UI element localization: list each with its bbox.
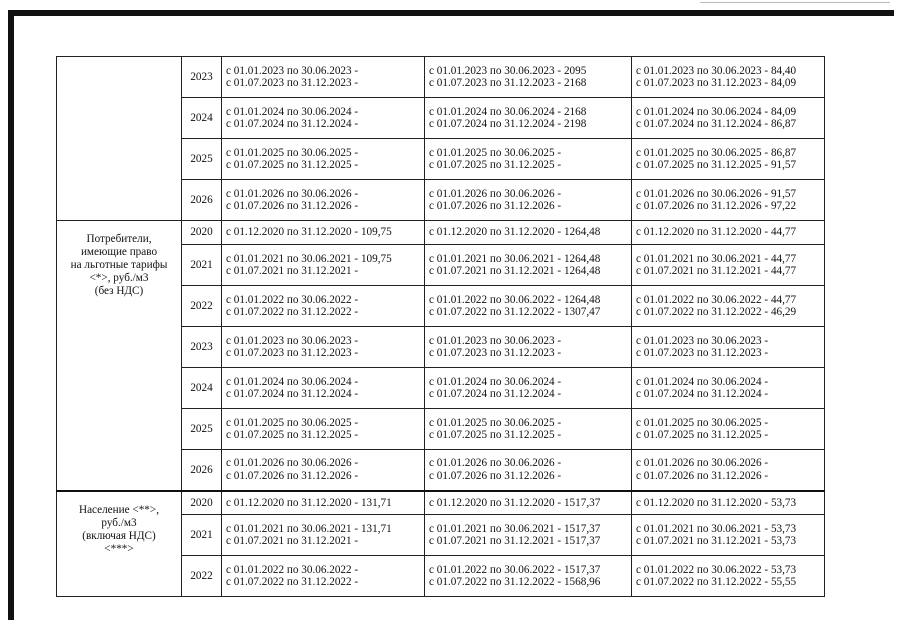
year-cell: 2024 [182, 98, 222, 139]
tariff-period-text: с 01.12.2020 по 31.12.2020 - 44,77 [636, 226, 797, 239]
tariff-period-text: с 01.07.2025 по 31.12.2025 - [429, 159, 562, 171]
tariff-value-cell-col3 [632, 180, 825, 221]
tariff-period-text: с 01.01.2023 по 30.06.2023 - [226, 64, 359, 77]
tariff-period-text: с 01.07.2021 по 31.12.2021 - [226, 535, 359, 547]
tariff-period-text: с 01.01.2022 по 30.06.2022 - [226, 563, 359, 576]
tariff-value-cell-col3 [632, 450, 825, 491]
tariff-value-cell-col3 [632, 515, 825, 556]
tariff-period-text: с 01.07.2025 по 31.12.2025 - [636, 429, 769, 441]
consumer-category-cell [57, 221, 182, 491]
tariff-value-cell-col2 [425, 368, 632, 409]
tariff-period-text: с 01.01.2023 по 30.06.2023 - [636, 334, 769, 347]
category-text: на льготные тарифы [70, 259, 168, 271]
year-cell: 2025 [182, 139, 222, 180]
tariff-value-cell-col3 [632, 139, 825, 180]
table-row [57, 221, 825, 245]
category-text: руб./м3 [101, 516, 137, 529]
tariff-value-cell-col3 [632, 556, 825, 597]
category-text: (без НДС) [94, 285, 144, 297]
tariff-period-text: с 01.07.2023 по 31.12.2023 - 84,09 [636, 77, 797, 89]
tariff-period-text: с 01.01.2024 по 30.06.2024 - [636, 375, 769, 388]
tariff-value-cell-col2 [425, 556, 632, 597]
tariff-period-text: с 01.07.2024 по 31.12.2024 - [636, 388, 769, 400]
tariff-period-text: с 01.07.2024 по 31.12.2024 - [226, 388, 359, 400]
tariff-period-text: с 01.07.2023 по 31.12.2023 - [636, 347, 769, 359]
tariff-value-cell-col2 [425, 98, 632, 139]
tariff-period-text: с 01.12.2020 по 31.12.2020 - 53,73 [636, 496, 797, 509]
tariff-value-cell-col1 [222, 491, 425, 515]
tariff-period-text: с 01.07.2024 по 31.12.2024 - [226, 118, 359, 130]
tariff-period-text: с 01.07.2023 по 31.12.2023 - [226, 347, 359, 359]
tariff-value-cell-col2 [425, 57, 632, 98]
tariff-period-text: с 01.01.2026 по 30.06.2026 - 91,57 [636, 187, 797, 200]
tariff-value-cell-col1 [222, 556, 425, 597]
category-text: <***> [104, 542, 134, 555]
tariff-period-text: с 01.12.2020 по 31.12.2020 - 131,71 [226, 496, 392, 509]
tariff-period-text: с 01.07.2026 по 31.12.2026 - [429, 469, 562, 482]
tariff-value-cell-col1 [222, 327, 425, 368]
tariff-value-cell-col1 [222, 57, 425, 98]
tariff-period-text: с 01.07.2022 по 31.12.2022 - [226, 306, 359, 318]
tariff-period-text: с 01.01.2023 по 30.06.2023 - 84,40 [636, 64, 797, 77]
tariff-period-text: с 01.01.2023 по 30.06.2023 - [226, 334, 359, 347]
tariff-period-text: с 01.07.2024 по 31.12.2024 - 2198 [429, 118, 587, 130]
tariff-period-text: с 01.01.2026 по 30.06.2026 - [226, 187, 359, 200]
tariff-period-text: с 01.12.2020 по 31.12.2020 - 1264,48 [429, 226, 601, 239]
year-cell: 2023 [182, 57, 222, 98]
tariff-period-text: с 01.01.2026 по 30.06.2026 - [226, 457, 359, 470]
year-cell: 2021 [182, 515, 222, 556]
tariff-period-text: с 01.07.2023 по 31.12.2023 - 2168 [429, 77, 587, 89]
tariff-value-cell-col2 [425, 327, 632, 368]
tariff-period-text: с 01.07.2021 по 31.12.2021 - [226, 265, 359, 277]
tariff-period-text: с 01.07.2021 по 31.12.2021 - 1517,37 [429, 535, 601, 547]
tariff-period-text: с 01.07.2021 по 31.12.2021 - 44,77 [636, 265, 797, 277]
scan-top-border [8, 10, 894, 16]
tariff-period-text: с 01.01.2022 по 30.06.2022 - [226, 293, 359, 306]
table-row [57, 491, 825, 515]
year-cell: 2023 [182, 327, 222, 368]
tariff-period-text: с 01.12.2020 по 31.12.2020 - 109,75 [226, 226, 392, 239]
tariff-value-cell-col2 [425, 409, 632, 450]
tariff-period-text: с 01.07.2025 по 31.12.2025 - [226, 159, 359, 171]
tariff-period-text: с 01.01.2021 по 30.06.2021 - 131,71 [226, 522, 392, 535]
year-cell: 2020 [182, 221, 222, 245]
tariff-period-text: с 01.01.2026 по 30.06.2026 - [429, 457, 562, 470]
tariff-value-cell-col2 [425, 286, 632, 327]
tariff-period-text: с 01.01.2025 по 30.06.2025 - [226, 146, 359, 159]
table-row [57, 57, 825, 98]
category-text: Население <**>, [78, 503, 159, 516]
tariff-table [56, 56, 825, 597]
tariff-period-text: с 01.07.2023 по 31.12.2023 - [226, 77, 359, 89]
tariff-period-text: с 01.01.2022 по 30.06.2022 - 1517,37 [429, 563, 601, 576]
tariff-value-cell-col3 [632, 221, 825, 245]
tariff-period-text: с 01.01.2021 по 30.06.2021 - 44,77 [636, 252, 797, 265]
tariff-value-cell-col1 [222, 221, 425, 245]
tariff-value-cell-col3 [632, 491, 825, 515]
year-cell: 2026 [182, 450, 222, 491]
tariff-period-text: с 01.07.2024 по 31.12.2024 - [429, 388, 562, 400]
tariff-value-cell-col3 [632, 286, 825, 327]
consumer-category-cell [57, 491, 182, 597]
tariff-value-cell-col3 [632, 245, 825, 286]
tariff-period-text: с 01.07.2024 по 31.12.2024 - 86,87 [636, 118, 797, 130]
tariff-period-text: с 01.07.2022 по 31.12.2022 - [226, 576, 359, 588]
tariff-value-cell-col1 [222, 286, 425, 327]
tariff-period-text: с 01.07.2026 по 31.12.2026 - 97,22 [636, 200, 797, 212]
tariff-period-text: с 01.01.2023 по 30.06.2023 - 2095 [429, 64, 587, 77]
tariff-period-text: с 01.01.2026 по 30.06.2026 - [429, 187, 562, 200]
tariff-period-text: с 01.07.2022 по 31.12.2022 - 55,55 [636, 576, 797, 588]
tariff-period-text: с 01.01.2022 по 30.06.2022 - 44,77 [636, 293, 797, 306]
tariff-period-text: с 01.07.2026 по 31.12.2026 - [429, 200, 562, 212]
tariff-period-text: с 01.01.2024 по 30.06.2024 - [226, 375, 359, 388]
year-cell: 2026 [182, 180, 222, 221]
tariff-value-cell-col2 [425, 450, 632, 491]
tariff-value-cell-col2 [425, 180, 632, 221]
tariff-period-text: с 01.01.2025 по 30.06.2025 - [429, 146, 562, 159]
year-cell: 2021 [182, 245, 222, 286]
tariff-period-text: с 01.01.2024 по 30.06.2024 - [226, 105, 359, 118]
tariff-value-cell-col1 [222, 515, 425, 556]
year-cell: 2020 [182, 491, 222, 515]
tariff-period-text: с 01.12.2020 по 31.12.2020 - 1517,37 [429, 496, 601, 509]
scan-artifact-line [700, 2, 890, 3]
tariff-value-cell-col1 [222, 139, 425, 180]
tariff-period-text: с 01.01.2025 по 30.06.2025 - [636, 416, 769, 429]
tariff-period-text: с 01.07.2025 по 31.12.2025 - [226, 429, 359, 441]
year-cell: 2022 [182, 286, 222, 327]
tariff-period-text: с 01.01.2021 по 30.06.2021 - 1517,37 [429, 522, 601, 535]
tariff-value-cell-col2 [425, 515, 632, 556]
tariff-table-body [57, 57, 825, 597]
tariff-period-text: с 01.07.2022 по 31.12.2022 - 1568,96 [429, 576, 601, 588]
tariff-period-text: с 01.01.2021 по 30.06.2021 - 1264,48 [429, 252, 601, 265]
tariff-period-text: с 01.07.2023 по 31.12.2023 - [429, 347, 562, 359]
tariff-value-cell-col2 [425, 245, 632, 286]
tariff-period-text: с 01.07.2026 по 31.12.2026 - [226, 200, 359, 212]
tariff-period-text: с 01.01.2025 по 30.06.2025 - [226, 416, 359, 429]
tariff-value-cell-col3 [632, 57, 825, 98]
tariff-value-cell-col3 [632, 327, 825, 368]
category-text: имеющие право [80, 246, 158, 258]
tariff-period-text: с 01.01.2025 по 30.06.2025 - [429, 416, 562, 429]
tariff-period-text: с 01.07.2025 по 31.12.2025 - 91,57 [636, 159, 797, 171]
tariff-period-text: с 01.01.2026 по 30.06.2026 - [636, 457, 769, 470]
tariff-period-text: с 01.01.2024 по 30.06.2024 - [429, 375, 562, 388]
tariff-period-text: с 01.07.2025 по 31.12.2025 - [429, 429, 562, 441]
scan-left-border [8, 10, 14, 620]
tariff-value-cell-col1 [222, 368, 425, 409]
year-cell: 2025 [182, 409, 222, 450]
tariff-value-cell-col1 [222, 180, 425, 221]
tariff-period-text: с 01.01.2025 по 30.06.2025 - 86,87 [636, 146, 797, 159]
year-cell: 2024 [182, 368, 222, 409]
tariff-value-cell-col3 [632, 98, 825, 139]
tariff-period-text: с 01.01.2021 по 30.06.2021 - 53,73 [636, 522, 797, 535]
tariff-period-text: с 01.07.2026 по 31.12.2026 - [226, 469, 359, 482]
consumer-category-cell [57, 57, 182, 221]
tariff-value-cell-col3 [632, 368, 825, 409]
tariff-value-cell-col1 [222, 245, 425, 286]
tariff-period-text: с 01.07.2021 по 31.12.2021 - 53,73 [636, 535, 797, 547]
tariff-value-cell-col2 [425, 221, 632, 245]
tariff-period-text: с 01.07.2022 по 31.12.2022 - 46,29 [636, 306, 797, 318]
tariff-value-cell-col2 [425, 491, 632, 515]
tariff-period-text: с 01.01.2022 по 30.06.2022 - 53,73 [636, 563, 797, 576]
category-text: Потребители, [86, 233, 152, 245]
tariff-value-cell-col1 [222, 98, 425, 139]
tariff-period-text: с 01.07.2022 по 31.12.2022 - 1307,47 [429, 306, 601, 318]
tariff-period-text: с 01.01.2024 по 30.06.2024 - 2168 [429, 105, 587, 118]
tariff-period-text: с 01.01.2024 по 30.06.2024 - 84,09 [636, 105, 797, 118]
tariff-period-text: с 01.01.2023 по 30.06.2023 - [429, 334, 562, 347]
tariff-value-cell-col1 [222, 409, 425, 450]
tariff-period-text: с 01.07.2021 по 31.12.2021 - 1264,48 [429, 265, 601, 277]
category-text: <*>, руб./м3 [89, 272, 149, 284]
tariff-value-cell-col1 [222, 450, 425, 491]
category-text: (включая НДС) [82, 529, 156, 542]
year-cell: 2022 [182, 556, 222, 597]
tariff-period-text: с 01.07.2026 по 31.12.2026 - [636, 469, 769, 482]
tariff-value-cell-col2 [425, 139, 632, 180]
tariff-period-text: с 01.01.2022 по 30.06.2022 - 1264,48 [429, 293, 601, 306]
tariff-period-text: с 01.01.2021 по 30.06.2021 - 109,75 [226, 252, 392, 265]
tariff-value-cell-col3 [632, 409, 825, 450]
